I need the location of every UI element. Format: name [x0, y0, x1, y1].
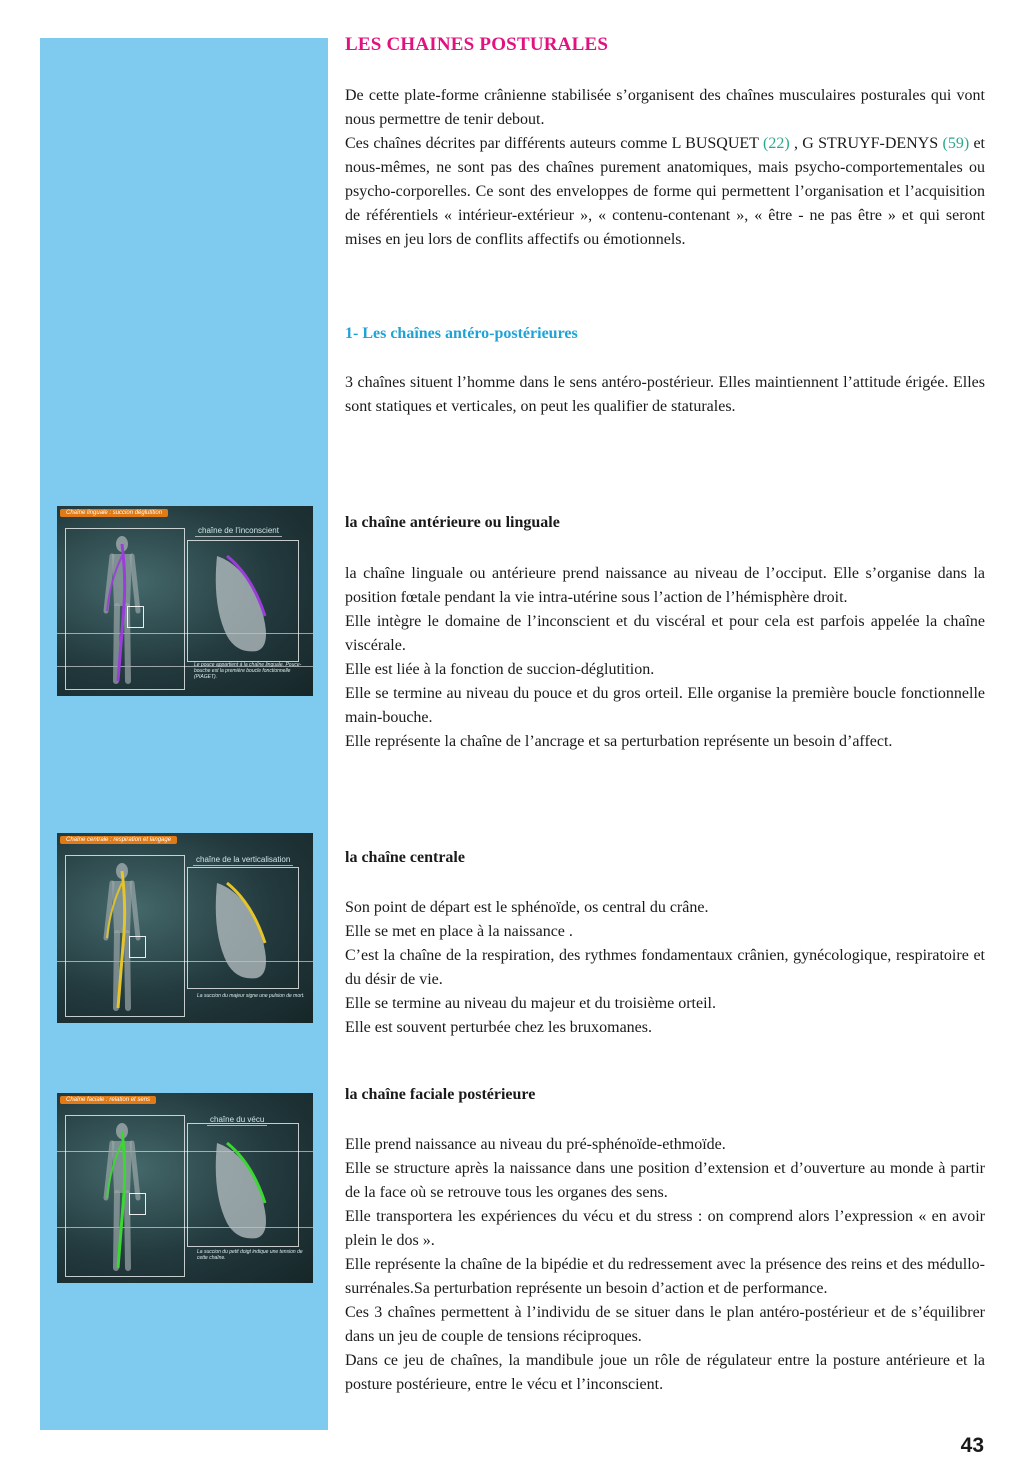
figure-caption: La succion du petit doigt indique une tension de cette chaîne.	[197, 1249, 303, 1261]
selection-box	[127, 606, 144, 628]
figure-caption: Le pouce appartient à la chaîne linguale. Pouce-bouche est la première boucle fonctionnelle (PIAGET).	[194, 662, 302, 680]
figure-tag: Chaîne centrale : respiration et langage	[60, 836, 177, 844]
intro-paragraph-1: De cette plate-forme crânienne stabilisée s’organisent des chaînes musculaires posturales qui vont nous permettre de tenir debout.	[345, 87, 985, 128]
subtitle-text: 3 chaînes situent l’homme dans le sens antéro-postérieur. Elles maintiennent l’attitude érigée. Elles sont statiques et verticales, on peut les qualifier de staturales.	[345, 374, 985, 415]
figure-caption: La succion du majeur signe une pulsion de mort.	[197, 993, 305, 999]
figure-tag: Chaîne linguale : succion déglutition	[60, 509, 168, 517]
paragraph: Dans ce jeu de chaînes, la mandibule joue un rôle de régulateur entre la posture antérieure et la posture postérieure, entre le vécu et l’inconscient.	[345, 1352, 985, 1393]
section-text-anterior	[345, 562, 985, 754]
paragraph: Elle est liée à la fonction de succion-déglutition.	[345, 661, 655, 678]
figure-central-chain	[57, 833, 313, 1023]
paragraph: Elle se termine au niveau du pouce et du gros orteil. Elle organise la première boucle fonctionnelle main-bouche.	[345, 685, 985, 726]
leg-shape	[127, 933, 128, 1008]
paragraph: Elle est souvent perturbée chez les bruxomanes.	[345, 1019, 652, 1036]
figure-tag: Chaîne faciale : relation et sens	[60, 1096, 156, 1104]
arm-shape	[132, 1143, 138, 1198]
paragraph: Ces 3 chaînes permettent à l’individu de se situer dans le plan antéro-postérieur et de s’équilibrer dans un jeu de couple de tensions réciproques.	[345, 1304, 985, 1345]
reference-22: (22)	[762, 135, 790, 152]
leg-shape	[116, 1193, 117, 1268]
hand-figure	[216, 1143, 266, 1238]
paragraph: Elle intègre le domaine de l’inconscient et du viscéral et pour cela est parfois appelée la chaîne viscérale.	[345, 613, 985, 654]
selection-box	[129, 936, 146, 958]
torso-shape	[112, 881, 132, 933]
page-title: LES CHAINES POSTURALES	[345, 34, 609, 55]
paragraph: Elle transportera les expériences du vécu et du stress : on comprend alors l’expression « en avoir plein le dos ».	[345, 1208, 985, 1249]
section-heading-facial: la chaîne faciale postérieure	[345, 1086, 536, 1103]
leg-shape	[116, 606, 117, 681]
reference-59: (59)	[942, 135, 970, 152]
paragraph: Elle se met en place à la naissance .	[345, 923, 573, 940]
section-text-facial	[345, 1133, 985, 1397]
paragraph: Elle prend naissance au niveau du pré-sphénoïde-ethmoïde.	[345, 1136, 726, 1153]
selection-box	[129, 1193, 146, 1215]
paragraph: Son point de départ est le sphénoïde, os central du crâne.	[345, 899, 709, 916]
figure-facial-chain	[57, 1093, 313, 1283]
section-subtitle: 1- Les chaînes antéro-postérieures	[345, 325, 578, 342]
page-number: 43	[960, 1434, 984, 1457]
arm-shape	[132, 556, 138, 611]
torso-shape	[112, 554, 132, 606]
hand-figure	[216, 556, 266, 651]
paragraph: Elle se structure après la naissance dans une position d’extension et d’ouverture au monde à partir de la face où se retrouve tous les organes des sens.	[345, 1160, 985, 1201]
torso-shape	[112, 1141, 132, 1193]
hand-figure	[216, 883, 266, 978]
paragraph: Elle se termine au niveau du majeur et du troisième orteil.	[345, 995, 716, 1012]
intro-text-a: Ces chaînes décrites par différents auteurs comme L BUSQUET	[345, 135, 763, 152]
paragraph: Elle représente la chaîne de la bipédie et du redressement avec la présence des reins et des médullo-surrénales.Sa perturbation représente un besoin d’action et de performance.	[345, 1256, 985, 1297]
section-heading-central: la chaîne centrale	[345, 849, 465, 866]
figure-subtitle: chaîne de la verticalisation	[193, 855, 293, 866]
section-heading-anterior: la chaîne antérieure ou linguale	[345, 514, 560, 531]
paragraph: Elle représente la chaîne de l’ancrage et sa perturbation représente un besoin d’affect.	[345, 733, 893, 750]
leg-shape	[116, 933, 117, 1008]
section-text-central	[345, 896, 985, 1040]
intro-text	[345, 84, 985, 252]
intro-paragraph-2	[345, 132, 985, 252]
figure-lingual-chain	[57, 506, 313, 696]
figure-subtitle: chaîne de l’inconscient	[195, 526, 282, 537]
paragraph: la chaîne linguale ou antérieure prend naissance au niveau de l’occiput. Elle s’organise dans la position fœtale pendant la vie intra-utérine sous l’action de l’hémisphère droit.	[345, 565, 985, 606]
arm-shape	[132, 883, 138, 938]
figure-subtitle: chaîne du vécu	[207, 1115, 267, 1126]
paragraph: C’est la chaîne de la respiration, des rythmes fondamentaux crânien, gynécologique, respiratoire et du désir de vie.	[345, 947, 985, 988]
leg-shape	[127, 1193, 128, 1268]
intro-text-b: , G STRUYF-DENYS	[789, 135, 943, 152]
intro-text-c: et nous-mêmes, ne sont pas des chaînes purement anatomiques, mais psycho-comportementales ou psycho-corporelles. Ce sont des enveloppes de forme qui permettent l’organisation et l’acquisition de référentiels « intérieur-extérieur », « contenu-contenant », « être - ne pas être » et qui seront mises en jeu lors de conflits affectifs ou émotionnels.	[345, 135, 986, 248]
